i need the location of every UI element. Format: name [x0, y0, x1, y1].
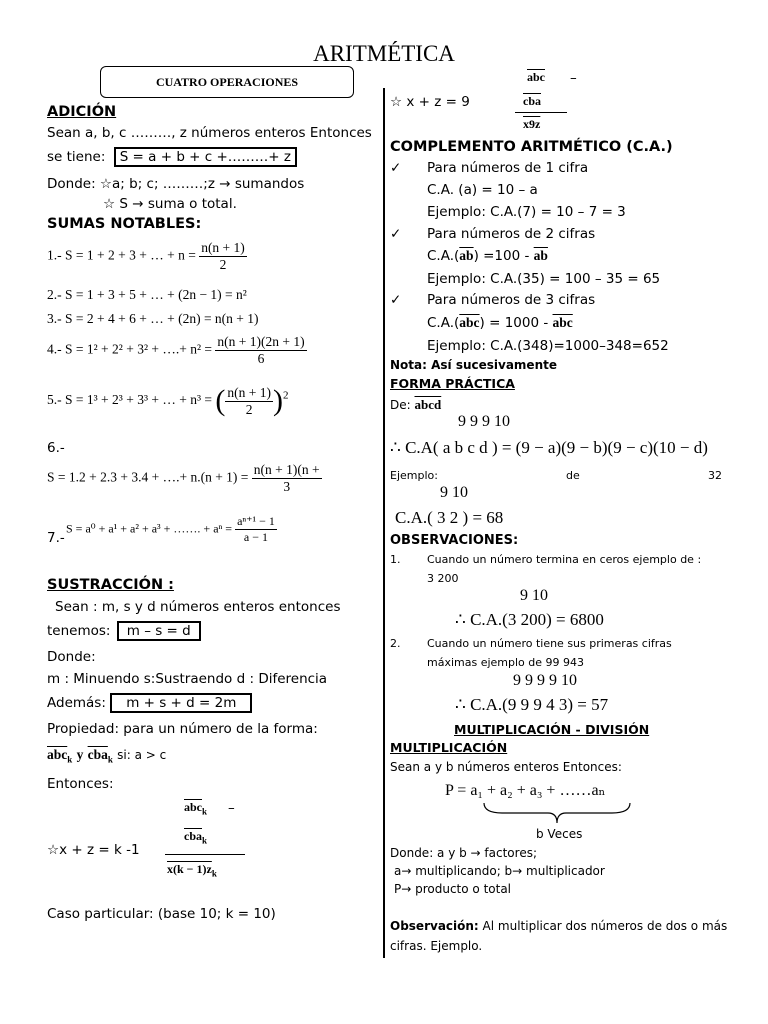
suma-4-fraction — [215, 334, 306, 367]
forma-ca-post: ) = (9 − a)(9 − b)(9 − c)(10 − d) — [491, 438, 708, 457]
mult-donde-2: a→ multiplicando; b→ multiplicador — [394, 864, 605, 878]
mult-obs-label: Observación: — [390, 919, 479, 933]
sustraccion-propiedad: Propiedad: para un número de la forma: — [47, 721, 318, 737]
top-operand-2 — [523, 94, 541, 109]
forma-ca-pre: ∴ C.A( — [390, 438, 439, 457]
suma-5-lhs: 5.- S = 1³ + 2³ + 3³ + … + n³ = — [47, 392, 212, 408]
obs-1-value: 3 200 — [427, 572, 459, 585]
obs-2-result: ∴ C.A.(9 9 9 4 3) = 57 — [455, 695, 609, 714]
nota: Nota: Así sucesivamente — [390, 358, 557, 372]
suma-4-num: n(n + 1)(2n + 1) — [217, 334, 305, 349]
top-result — [523, 117, 540, 132]
ca-b2a-var: $\overline{ab}$ — [459, 248, 474, 263]
suma-7-lhs: S = a⁰ + a¹ + a² + a³ + ……. + aⁿ = — [66, 521, 233, 536]
resta-abc-base: k — [202, 806, 208, 817]
obs-1-text: Cuando un número termina en ceros ejemplo de : — [427, 553, 702, 566]
suma-6-fraction — [252, 462, 322, 495]
check-icon: ✓ — [390, 226, 402, 242]
ca-b2: Para números de 2 cifras — [427, 226, 596, 242]
suma-6-den: 3 — [283, 479, 291, 494]
ca-b2a-mid: =100 - — [483, 248, 530, 264]
forma-formula — [390, 438, 768, 458]
heading-sustraccion: SUSTRACCIÓN : — [47, 577, 174, 593]
obs-1-number: 1. — [390, 553, 401, 566]
forma-base-k-2: k — [107, 754, 113, 765]
mult-observacion — [390, 919, 727, 933]
suma-1-fraction — [199, 240, 247, 273]
ca-b2a-pre: C.A. — [427, 248, 455, 264]
heading-forma-practica: FORMA PRÁCTICA — [390, 376, 515, 391]
ca-b3a-mid: = 1000 - — [489, 315, 549, 331]
forma-y: y — [76, 747, 84, 762]
suma-3: 3.- S = 2 + 4 + 6 + … + (2n) = n(n + 1) — [47, 311, 259, 326]
forma-condicion: si: a > c — [117, 748, 167, 762]
suma-7-num: aⁿ⁺¹ − 1 — [237, 514, 275, 528]
suma-1-den: 2 — [219, 257, 227, 272]
suma-6-label: 6.- — [47, 440, 65, 456]
suma-6-lhs: S = 1.2 + 2.3 + 3.4 + ….+ n.(n + 1) = — [47, 469, 249, 485]
forma-cba: $\overline{cba}$ — [87, 747, 108, 762]
adicion-line2 — [47, 149, 297, 165]
suma-5-paren-close: ) — [272, 384, 283, 417]
ademas-label: Además: — [47, 695, 106, 711]
suma-5-den: 2 — [245, 401, 253, 417]
resta-cba-base: k — [202, 835, 208, 846]
column-divider — [383, 88, 385, 958]
suma-4 — [47, 334, 307, 367]
obs-2-digits: 9 9 9 9 10 — [513, 672, 577, 689]
ca-b3a-pre: C.A. — [427, 315, 455, 331]
ca-b3: Para números de 3 cifras — [427, 292, 596, 308]
sustraccion-formula-box: m – s = d — [117, 621, 201, 641]
suma-5 — [47, 384, 288, 418]
adicion-donde2: ☆ S → suma o total. — [103, 196, 237, 212]
heading-complemento: COMPLEMENTO ARITMÉTICO (C.A.) — [390, 139, 673, 155]
resta-minus: – — [228, 800, 235, 816]
resta-cba: $\overline{cba}$ — [184, 829, 202, 843]
resta-result-digits: x(k − 1)z — [167, 862, 212, 876]
mult-donde-1: Donde: a y b → factores; — [390, 846, 537, 860]
ca-b1a: C.A. (a) = 10 – a — [427, 182, 538, 198]
sustraccion-donde: Donde: — [47, 649, 96, 665]
page-title: ARITMÉTICA — [313, 41, 455, 66]
forma-abc: $\overline{abc}$ — [47, 747, 68, 762]
top-operand-1 — [527, 70, 545, 85]
ca-b3a-var: $\overline{abc}$ — [459, 315, 480, 330]
suma-4-lhs: 4.- S = 1² + 2² + 3² + ….+ n² = — [47, 341, 212, 357]
suma-5-num: n(n + 1) — [227, 384, 271, 400]
ca-b1: Para números de 1 cifra — [427, 160, 589, 176]
sustraccion-ademas — [47, 695, 252, 711]
suma-7-label: 7.- — [47, 530, 65, 546]
caso-particular: Caso particular: (base 10; k = 10) — [47, 906, 276, 922]
forma-de-var: abcd — [414, 397, 442, 412]
suma-6-num: n(n + 1)(n + — [253, 462, 320, 477]
suma-6 — [47, 462, 383, 495]
suma-5-exponent: 2 — [282, 389, 289, 402]
resta-result — [167, 862, 217, 878]
forma-de — [390, 397, 441, 413]
heading-sumas-notables: SUMAS NOTABLES: — [47, 216, 202, 232]
heading-observaciones: OBSERVACIONES: — [390, 533, 519, 548]
mult-veces: b Veces — [536, 827, 583, 841]
top-condicion: ☆ x + z = 9 — [390, 94, 470, 110]
suma-7-den: a − 1 — [243, 530, 269, 544]
suma-7 — [66, 514, 277, 545]
ca-b3b: Ejemplo: C.A.(348)=1000–348=652 — [427, 338, 669, 354]
top-x9z: x9z — [523, 117, 541, 131]
forma-ejemplo-de: de — [566, 469, 580, 482]
ca-b2b: Ejemplo: C.A.(35) = 100 – 35 = 65 — [427, 271, 661, 287]
obs-2-value: máximas ejemplo de 99 943 — [427, 656, 585, 669]
sustraccion-line2 — [47, 623, 201, 639]
sustraccion-entonces: Entonces: — [47, 776, 114, 792]
forma-base-k-1: k — [67, 754, 73, 765]
ca-b3a-var-2: $\overline{abc}$ — [552, 315, 573, 330]
ca-b2a: $C.A.(\overline{ab}) =100 - \overline{ab}$ — [427, 248, 548, 264]
suma-5-fraction — [225, 385, 273, 418]
forma-ej-digits: 9 10 — [440, 484, 468, 501]
resta-line — [165, 854, 245, 855]
obs-1-result: ∴ C.A.(3 200) = 6800 — [455, 610, 604, 629]
resta-abc: $\overline{abc}$ — [184, 800, 202, 814]
top-abc: $\overline{abc}$ — [527, 70, 545, 84]
forma-ca-var: a b c d — [442, 438, 488, 457]
suma-1-lhs: 1.- S = 1 + 2 + 3 + … + n = — [47, 247, 196, 263]
resta-condicion: ☆x + z = k -1 — [47, 842, 140, 858]
forma-ejemplo-32: 32 — [708, 469, 722, 482]
check-icon: ✓ — [390, 292, 402, 308]
obs-1-digits: 9 10 — [520, 587, 548, 604]
adicion-donde1: Donde: ☆a; b; c; ………;z → sumandos — [47, 176, 305, 192]
mult-line1: Sean a y b números enteros Entonces: — [390, 760, 622, 774]
adicion-formula-box: S = a + b + c +………+ z — [114, 147, 297, 167]
ca-b2a-var-2: $\overline{ab}$ — [533, 248, 548, 263]
heading-mult-division: MULTIPLICACIÓN - DIVISIÓN — [454, 722, 650, 737]
sustraccion-line1: Sean : m, s y d números enteros entonces — [55, 599, 341, 615]
mult-obs-text: Al multiplicar dos números de dos o más — [478, 919, 728, 933]
suma-7-fraction — [235, 514, 277, 545]
forma-de-label: De: — [390, 398, 411, 412]
heading-adicion: ADICIÓN — [47, 104, 117, 120]
obs-2-number: 2. — [390, 637, 401, 650]
mult-formula: P = a₁ + a₂ + a₃ + ……aₙ — [445, 782, 606, 799]
top-line — [515, 112, 567, 113]
adicion-line2-pre: se tiene: — [47, 149, 106, 165]
mult-donde-3: P→ producto o total — [394, 882, 512, 896]
forma-digits: 9 9 9 10 — [458, 413, 510, 430]
mult-observacion-2: cifras. Ejemplo. — [390, 939, 483, 953]
resta-result-base: k — [211, 868, 217, 879]
suma-4-den: 6 — [257, 351, 265, 366]
sustraccion-donde-line: m : Minuendo s:Sustraendo d : Diferencia — [47, 671, 328, 687]
check-icon: ✓ — [390, 160, 402, 176]
heading-multiplicacion: MULTIPLICACIÓN — [390, 740, 508, 755]
top-minus: – — [570, 70, 577, 86]
top-cba: $\overline{cba}$ — [523, 94, 541, 108]
sustraccion-line2-pre: tenemos: — [47, 623, 111, 639]
brace-icon — [482, 801, 632, 825]
suma-5-paren-open: ( — [215, 384, 226, 417]
adicion-line1: Sean a, b, c ………, z números enteros Entonces — [47, 125, 372, 141]
ca-b1b: Ejemplo: C.A.(7) = 10 – 7 = 3 — [427, 204, 626, 220]
ca-b3a: $C.A.(\overline{abc}) = 1000 - \overline{abc}$ — [427, 315, 573, 331]
ademas-formula-box: m + s + d = 2m — [110, 693, 252, 713]
suma-1-num: n(n + 1) — [201, 240, 245, 255]
forma-ej-result: C.A.( 3 2 ) = 68 — [395, 508, 504, 527]
section-box-cuatro-operaciones: CUATRO OPERACIONES — [100, 66, 354, 98]
obs-2-text: Cuando un número tiene sus primeras cifras — [427, 637, 672, 650]
resta-operand-1 — [184, 800, 207, 816]
propiedad-forma — [47, 747, 166, 765]
suma-1 — [47, 240, 247, 273]
suma-2: 2.- S = 1 + 3 + 5 + … + (2n − 1) = n² — [47, 287, 247, 302]
resta-operand-2 — [184, 829, 207, 845]
forma-ejemplo-label: Ejemplo: — [390, 469, 438, 482]
